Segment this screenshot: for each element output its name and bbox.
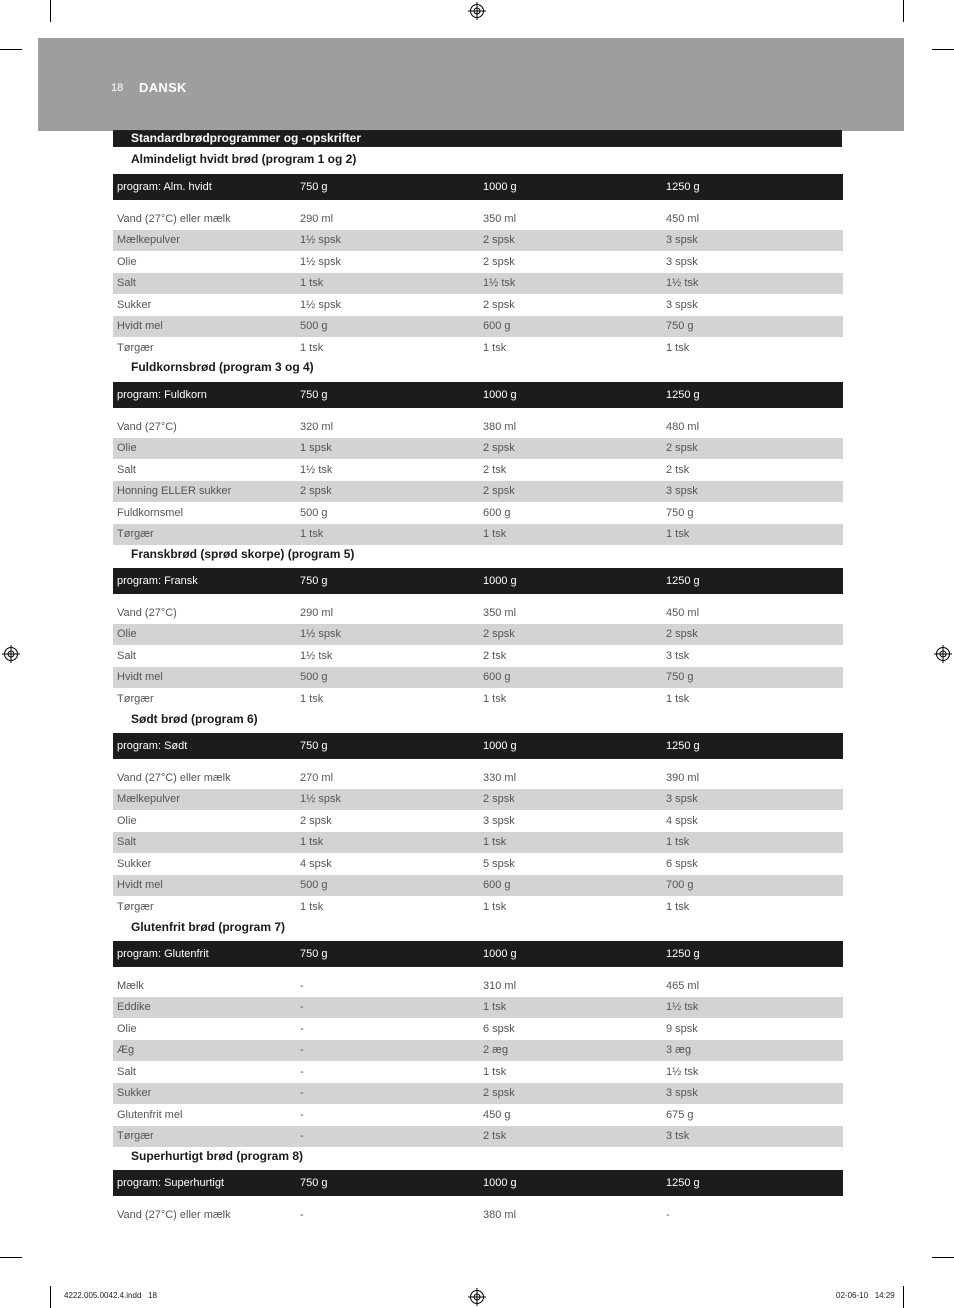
amount-cell: - [300, 1087, 304, 1100]
amount-cell: 1½ tsk [300, 463, 333, 476]
table-row [113, 1061, 843, 1083]
amount-cell: - [300, 1044, 304, 1057]
ingredient-cell: Glutenfrit mel [117, 1108, 183, 1121]
amount-cell: 600 g [483, 671, 511, 684]
table-row [113, 602, 843, 624]
ingredient-cell: Sukker [117, 1087, 152, 1100]
amount-cell: - [300, 1208, 304, 1221]
column-header: 1250 g [666, 740, 700, 752]
amount-cell: 1 tsk [483, 692, 507, 705]
amount-cell: 3 spsk [666, 1087, 698, 1100]
ingredient-cell: Vand (27°C) eller mælk [117, 212, 231, 225]
column-header: 1250 g [666, 181, 700, 193]
table-row [113, 481, 843, 503]
table-row [113, 337, 843, 359]
amount-cell: 1 tsk [300, 528, 324, 541]
registration-mark-icon [934, 645, 952, 663]
column-header: 750 g [300, 575, 328, 587]
amount-cell: 1 tsk [666, 528, 690, 541]
table-row [113, 997, 843, 1019]
ingredient-cell: Æg [117, 1044, 135, 1057]
amount-cell: 2 tsk [666, 463, 690, 476]
main-title: Standardbrødprogrammer og -opskrifter [131, 131, 362, 145]
amount-cell: 2 spsk [483, 793, 515, 806]
section-title: Sødt brød (program 6) [131, 712, 258, 726]
amount-cell: 310 ml [483, 979, 517, 992]
table-row [113, 524, 843, 546]
amount-cell: 1½ spsk [300, 255, 341, 268]
amount-cell: 2 spsk [666, 628, 698, 641]
column-header: 750 g [300, 948, 328, 960]
amount-cell: 1½ tsk [300, 649, 333, 662]
amount-cell: 1½ spsk [300, 793, 341, 806]
ingredient-cell: Olie [117, 628, 137, 641]
table-header [113, 941, 843, 967]
amount-cell: 2 æg [483, 1044, 509, 1057]
amount-cell: 3 æg [666, 1044, 692, 1057]
column-header: 1000 g [483, 575, 517, 587]
crop-mark [932, 49, 954, 50]
ingredient-cell: Salt [117, 463, 136, 476]
amount-cell: 1½ spsk [300, 298, 341, 311]
amount-cell: 4 spsk [300, 857, 332, 870]
amount-cell: 9 spsk [666, 1022, 698, 1035]
table-row [113, 667, 843, 689]
table-row [113, 789, 843, 811]
recipe-table [113, 941, 843, 1147]
amount-cell: 2 spsk [483, 442, 515, 455]
ingredient-cell: Hvidt mel [117, 671, 163, 684]
table-header [113, 733, 843, 759]
amount-cell: 2 tsk [483, 463, 507, 476]
column-header: 1000 g [483, 181, 517, 193]
registration-mark-icon [2, 645, 20, 663]
column-header: 1250 g [666, 948, 700, 960]
amount-cell: 1 tsk [666, 692, 690, 705]
crop-mark [903, 1286, 904, 1308]
section-title: Superhurtigt brød (program 8) [131, 1149, 303, 1163]
recipe-table [113, 1170, 843, 1226]
column-header: 1000 g [483, 740, 517, 752]
amount-cell: 3 tsk [666, 649, 690, 662]
ingredient-cell: Salt [117, 1065, 136, 1078]
table-header [113, 1170, 843, 1196]
recipe-table [113, 568, 843, 710]
column-header: program: Fuldkorn [117, 389, 207, 401]
amount-cell: 2 tsk [483, 1130, 507, 1143]
table-row [113, 1104, 843, 1126]
ingredient-cell: Tørgær [117, 341, 154, 354]
amount-cell: 500 g [300, 671, 328, 684]
amount-cell: 2 spsk [300, 814, 332, 827]
table-row [113, 875, 843, 897]
column-header: 750 g [300, 740, 328, 752]
amount-cell: 1½ spsk [300, 628, 341, 641]
column-header: 750 g [300, 181, 328, 193]
table-row [113, 853, 843, 875]
ingredient-cell: Olie [117, 814, 137, 827]
amount-cell: - [300, 1108, 304, 1121]
column-header: program: Glutenfrit [117, 948, 209, 960]
crop-mark [932, 1257, 954, 1258]
column-header: 1000 g [483, 948, 517, 960]
amount-cell: - [300, 1065, 304, 1078]
ingredient-cell: Salt [117, 836, 136, 849]
amount-cell: 6 spsk [483, 1022, 515, 1035]
column-header: program: Sødt [117, 740, 188, 752]
amount-cell: 500 g [300, 879, 328, 892]
table-row [113, 438, 843, 460]
table-row [113, 767, 843, 789]
column-header: 1250 g [666, 1177, 700, 1189]
amount-cell: 380 ml [483, 1208, 517, 1221]
section-title: Glutenfrit brød (program 7) [131, 920, 285, 934]
amount-cell: 3 tsk [666, 1130, 690, 1143]
table-row [113, 1083, 843, 1105]
table-row [113, 294, 843, 316]
amount-cell: 2 spsk [300, 485, 332, 498]
crop-mark [50, 1286, 51, 1308]
table-header [113, 568, 843, 594]
amount-cell: 750 g [666, 506, 694, 519]
amount-cell: 3 spsk [666, 485, 698, 498]
amount-cell: 1½ tsk [666, 1065, 699, 1078]
recipe-table [113, 382, 843, 545]
footer-date: 02-06-10 14:29 [836, 1291, 895, 1300]
ingredient-cell: Vand (27°C) [117, 606, 177, 619]
section-title: Fuldkornsbrød (program 3 og 4) [131, 360, 314, 374]
amount-cell: 1 tsk [483, 1001, 507, 1014]
recipe-table [113, 174, 843, 359]
ingredient-cell: Sukker [117, 857, 152, 870]
column-header: program: Superhurtigt [117, 1177, 224, 1189]
amount-cell: 480 ml [666, 420, 700, 433]
column-header: program: Fransk [117, 575, 198, 587]
amount-cell: 2 spsk [483, 255, 515, 268]
amount-cell: 290 ml [300, 212, 334, 225]
amount-cell: 750 g [666, 320, 694, 333]
ingredient-cell: Vand (27°C) eller mælk [117, 1208, 231, 1221]
table-row [113, 1204, 843, 1226]
ingredient-cell: Sukker [117, 298, 152, 311]
amount-cell: - [300, 1022, 304, 1035]
ingredient-cell: Olie [117, 442, 137, 455]
amount-cell: 2 tsk [483, 649, 507, 662]
table-row [113, 208, 843, 230]
amount-cell: 290 ml [300, 606, 334, 619]
amount-cell: 5 spsk [483, 857, 515, 870]
amount-cell: 500 g [300, 320, 328, 333]
amount-cell: 1½ tsk [666, 1001, 699, 1014]
amount-cell: 2 spsk [483, 485, 515, 498]
amount-cell: 1 tsk [483, 1065, 507, 1078]
amount-cell: 1 tsk [300, 692, 324, 705]
amount-cell: 450 g [483, 1108, 511, 1121]
ingredient-cell: Fuldkornsmel [117, 506, 184, 519]
amount-cell: 600 g [483, 320, 511, 333]
ingredient-cell: Salt [117, 277, 136, 290]
amount-cell: 1 tsk [483, 836, 507, 849]
table-row [113, 975, 843, 997]
ingredient-cell: Vand (27°C) [117, 420, 177, 433]
table-row [113, 230, 843, 252]
ingredient-cell: Olie [117, 255, 137, 268]
language-heading: DANSK [139, 80, 187, 95]
table-row [113, 896, 843, 918]
amount-cell: 1 tsk [666, 341, 690, 354]
table-row [113, 832, 843, 854]
ingredient-cell: Vand (27°C) eller mælk [117, 771, 231, 784]
amount-cell: 700 g [666, 879, 694, 892]
table-row [113, 273, 843, 295]
amount-cell: - [300, 979, 304, 992]
ingredient-cell: Mælkepulver [117, 793, 180, 806]
amount-cell: 450 ml [666, 212, 700, 225]
amount-cell: 1 tsk [483, 341, 507, 354]
table-row [113, 1018, 843, 1040]
amount-cell: 380 ml [483, 420, 517, 433]
amount-cell: 270 ml [300, 771, 334, 784]
ingredient-cell: Hvidt mel [117, 320, 163, 333]
amount-cell: 600 g [483, 879, 511, 892]
amount-cell: 3 spsk [666, 793, 698, 806]
recipe-table [113, 733, 843, 918]
amount-cell: 3 spsk [483, 814, 515, 827]
amount-cell: 750 g [666, 671, 694, 684]
amount-cell: - [300, 1001, 304, 1014]
amount-cell: 1 tsk [483, 900, 507, 913]
registration-mark-icon [468, 1288, 486, 1306]
table-row [113, 416, 843, 438]
amount-cell: 1 tsk [300, 277, 324, 290]
amount-cell: 350 ml [483, 212, 517, 225]
crop-mark [0, 1257, 22, 1258]
section-title: Almindeligt hvidt brød (program 1 og 2) [131, 152, 357, 166]
ingredient-cell: Honning ELLER sukker [117, 485, 232, 498]
amount-cell: 2 spsk [483, 298, 515, 311]
column-header: 1000 g [483, 389, 517, 401]
amount-cell: 2 spsk [483, 628, 515, 641]
amount-cell: 1 tsk [300, 900, 324, 913]
ingredient-cell: Mælkepulver [117, 234, 180, 247]
amount-cell: 1 tsk [483, 528, 507, 541]
amount-cell: 1 tsk [666, 836, 690, 849]
page-number: 18 [111, 82, 124, 94]
amount-cell: - [300, 1130, 304, 1143]
amount-cell: 3 spsk [666, 298, 698, 311]
table-row [113, 459, 843, 481]
amount-cell: 450 ml [666, 606, 700, 619]
amount-cell: 465 ml [666, 979, 700, 992]
registration-mark-icon [468, 2, 486, 20]
ingredient-cell: Hvidt mel [117, 879, 163, 892]
amount-cell: 390 ml [666, 771, 700, 784]
column-header: 1250 g [666, 389, 700, 401]
amount-cell: 1½ spsk [300, 234, 341, 247]
amount-cell: 2 spsk [483, 234, 515, 247]
amount-cell: 1 tsk [300, 341, 324, 354]
column-header: program: Alm. hvidt [117, 181, 212, 193]
ingredient-cell: Eddike [117, 1001, 151, 1014]
table-row [113, 316, 843, 338]
amount-cell: 1 tsk [300, 836, 324, 849]
amount-cell: 320 ml [300, 420, 334, 433]
amount-cell: 2 spsk [666, 442, 698, 455]
table-header [113, 174, 843, 200]
table-row [113, 645, 843, 667]
ingredient-cell: Mælk [117, 979, 144, 992]
table-row [113, 251, 843, 273]
amount-cell: 6 spsk [666, 857, 698, 870]
column-header: 750 g [300, 1177, 328, 1189]
ingredient-cell: Salt [117, 649, 136, 662]
amount-cell: 3 spsk [666, 255, 698, 268]
amount-cell: 1 spsk [300, 442, 332, 455]
amount-cell: 1½ tsk [483, 277, 516, 290]
footer-file-info: 4222.005.0042.4.indd 18 [64, 1291, 157, 1300]
amount-cell: 330 ml [483, 771, 517, 784]
ingredient-cell: Olie [117, 1022, 137, 1035]
section-title: Franskbrød (sprød skorpe) (program 5) [131, 547, 355, 561]
amount-cell: 600 g [483, 506, 511, 519]
ingredient-cell: Tørgær [117, 900, 154, 913]
ingredient-cell: Tørgær [117, 692, 154, 705]
column-header: 1000 g [483, 1177, 517, 1189]
column-header: 750 g [300, 389, 328, 401]
crop-mark [50, 0, 51, 22]
table-row [113, 502, 843, 524]
ingredient-cell: Tørgær [117, 1130, 154, 1143]
table-row [113, 1126, 843, 1148]
amount-cell: 500 g [300, 506, 328, 519]
crop-mark [903, 0, 904, 22]
amount-cell: 675 g [666, 1108, 694, 1121]
ingredient-cell: Tørgær [117, 528, 154, 541]
amount-cell: 350 ml [483, 606, 517, 619]
amount-cell: 1 tsk [666, 900, 690, 913]
table-row [113, 810, 843, 832]
table-row [113, 624, 843, 646]
amount-cell: 1½ tsk [666, 277, 699, 290]
crop-mark [0, 49, 22, 50]
amount-cell: 2 spsk [483, 1087, 515, 1100]
amount-cell: 4 spsk [666, 814, 698, 827]
table-row [113, 1040, 843, 1062]
table-row [113, 688, 843, 710]
column-header: 1250 g [666, 575, 700, 587]
table-header [113, 382, 843, 408]
amount-cell: 3 spsk [666, 234, 698, 247]
amount-cell: - [666, 1208, 670, 1221]
